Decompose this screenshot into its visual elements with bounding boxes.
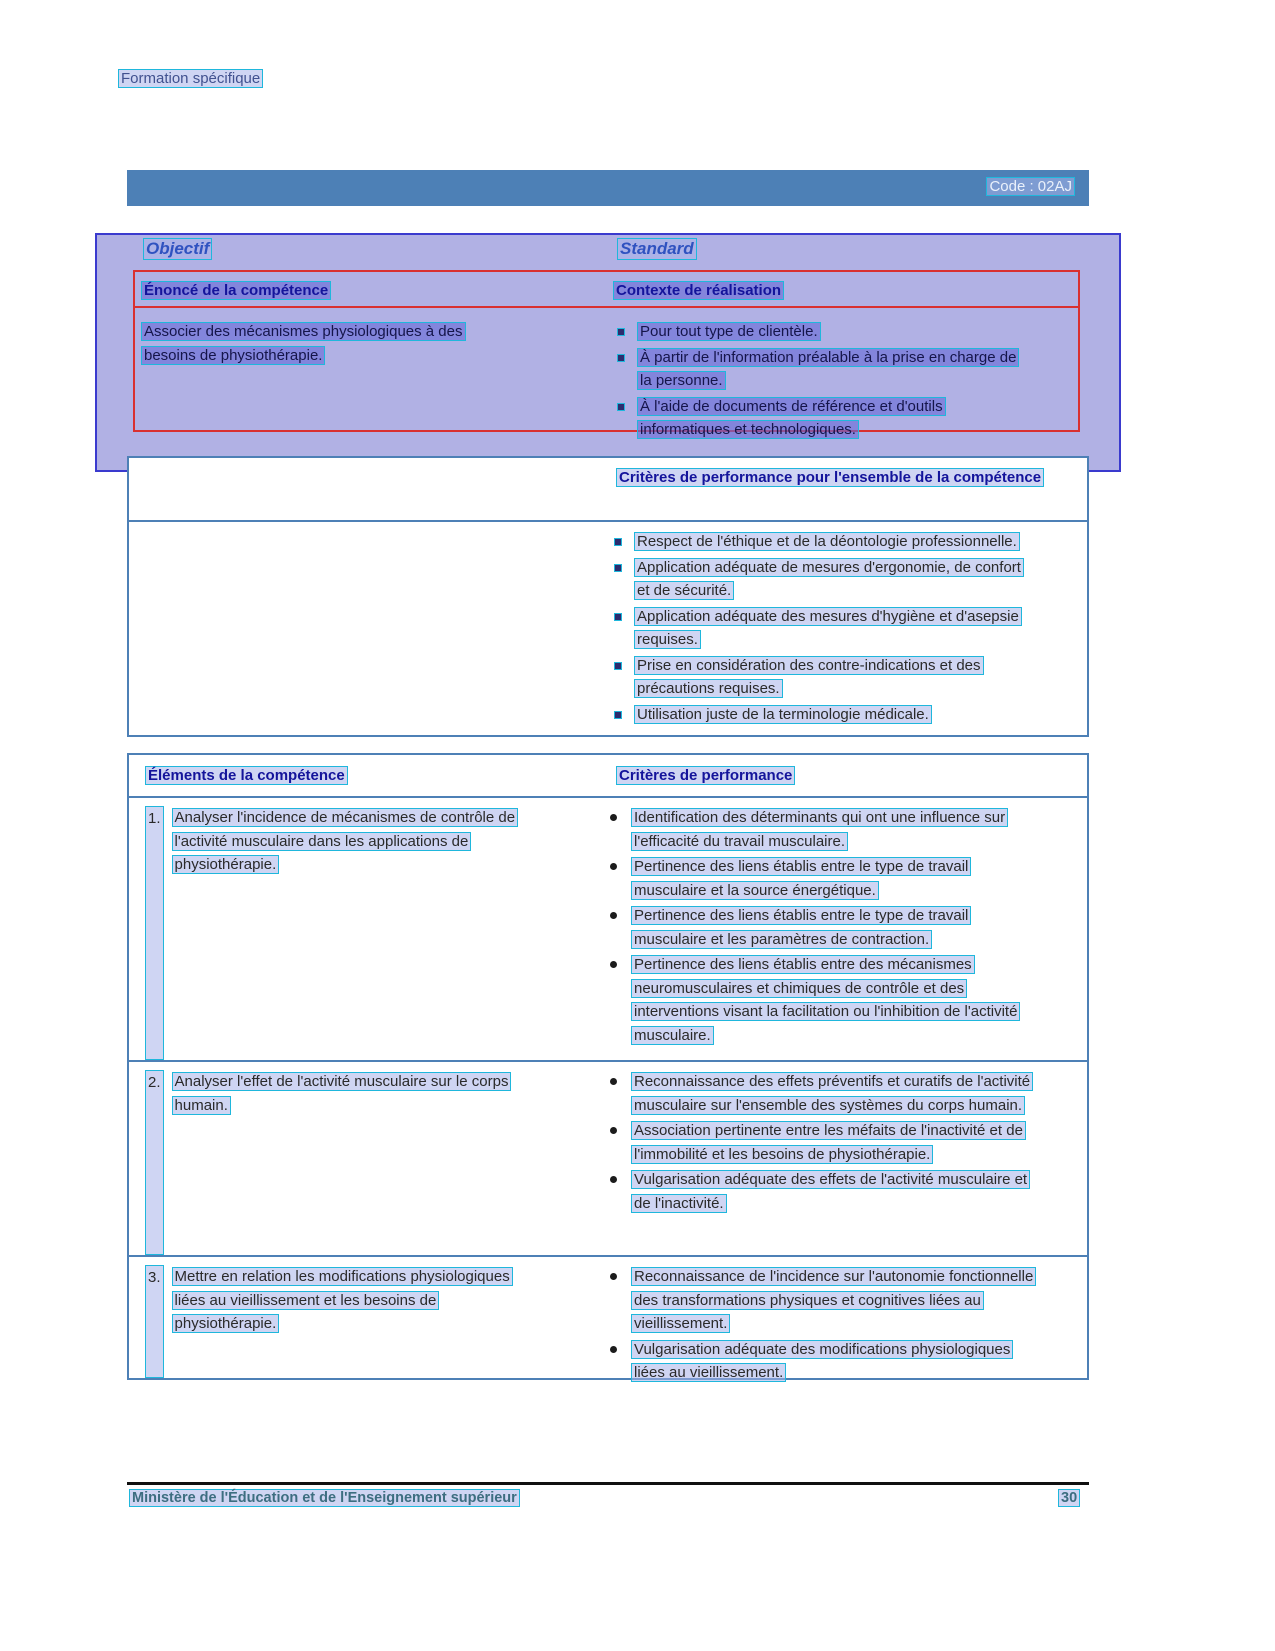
context-item-text-block bbox=[637, 320, 821, 344]
dot-bullet-icon bbox=[610, 863, 617, 870]
criteria-text: Reconnaissance des effets préventifs et curatifs de l'activité musculaire sur l'ensemble des systèmes du corps humain. bbox=[631, 1072, 1033, 1115]
dot-bullet-icon bbox=[610, 1273, 617, 1280]
criteria-text-block bbox=[631, 1168, 1041, 1215]
enonce-table-body-row bbox=[135, 308, 1078, 444]
performance-item-text: Application adéquate des mesures d'hygiène et d'asepsie requises. bbox=[634, 607, 1022, 650]
criteria-list-item bbox=[600, 806, 1063, 853]
enonce-competence-header: Énoncé de la compétence bbox=[141, 281, 331, 300]
criteria-list-item bbox=[600, 953, 1063, 1047]
elements-table-header-row bbox=[129, 755, 1087, 798]
criteres-ensemble-body-row bbox=[129, 522, 1087, 728]
performance-item-text-block bbox=[634, 605, 1034, 652]
criteria-text: Pertinence des liens établis entre des mécanismes neuromusculaires et chimiques de contrôle et des interventions visant la facilitation ou l'inhibition de l'activité musculaire. bbox=[631, 955, 1020, 1045]
element-row-3 bbox=[129, 1257, 1087, 1381]
footer-ministry-text: Ministère de l'Éducation et de l'Enseignement supérieur bbox=[129, 1489, 520, 1507]
performance-item-text-block bbox=[634, 654, 1034, 701]
criteres-ensemble-header-block bbox=[616, 466, 1046, 489]
square-bullet-icon bbox=[614, 538, 622, 546]
square-bullet-icon bbox=[614, 564, 622, 572]
dot-bullet-icon bbox=[610, 814, 617, 821]
criteria-text: Vulgarisation adéquate des effets de l'activité musculaire et de l'inactivité. bbox=[631, 1170, 1030, 1213]
criteria-text: Pertinence des liens établis entre le type de travail musculaire et la source énergétique. bbox=[631, 857, 971, 900]
dot-bullet-icon bbox=[610, 1176, 617, 1183]
criteria-text: Association pertinente entre les méfaits de l'inactivité et de l'immobilité et les besoins de physiothérapie. bbox=[631, 1121, 1026, 1164]
element-text: Analyser l'effet de l'activité musculaire sur le corps humain. bbox=[172, 1072, 512, 1115]
context-list-item bbox=[613, 346, 1066, 393]
criteria-text-block bbox=[631, 1265, 1041, 1336]
criteria-text-block bbox=[631, 855, 1041, 902]
square-bullet-icon bbox=[614, 711, 622, 719]
criteria-list-item bbox=[600, 1265, 1063, 1336]
competence-statement: Associer des mécanismes physiologiques à des besoins de physiothérapie. bbox=[141, 322, 466, 365]
criteria-text-block bbox=[631, 1119, 1041, 1166]
square-bullet-icon bbox=[614, 613, 622, 621]
square-bullet-icon bbox=[617, 403, 625, 411]
code-header-bar bbox=[127, 170, 1089, 206]
performance-list-item bbox=[600, 556, 1061, 603]
criteria-text: Pertinence des liens établis entre le type de travail musculaire et les paramètres de contraction. bbox=[631, 906, 971, 949]
square-bullet-icon bbox=[614, 662, 622, 670]
element-text: Analyser l'incidence de mécanismes de contrôle de l'activité musculaire dans les applications de physiothérapie. bbox=[172, 808, 519, 874]
performance-list-item bbox=[600, 654, 1061, 701]
footer-rule bbox=[127, 1482, 1089, 1485]
element-text-block bbox=[172, 1265, 517, 1378]
element-row-2 bbox=[129, 1062, 1087, 1257]
contexte-realisation-header: Contexte de réalisation bbox=[613, 281, 784, 300]
dot-bullet-icon bbox=[610, 1078, 617, 1085]
performance-item-text-block bbox=[634, 530, 1020, 554]
criteria-text-block bbox=[631, 1338, 1041, 1385]
performance-item-text: Application adéquate de mesures d'ergonomie, de confort et de sécurité. bbox=[634, 558, 1024, 601]
performance-item-text: Respect de l'éthique et de la déontologie professionnelle. bbox=[634, 532, 1020, 551]
empty-left-column bbox=[129, 530, 600, 728]
criteria-text: Vulgarisation adéquate des modifications physiologiques liées au vieillissement. bbox=[631, 1340, 1013, 1383]
criteria-list-item bbox=[600, 855, 1063, 902]
element-text: Mettre en relation les modifications physiologiques liées au vieillissement et les besoins de physiothérapie. bbox=[172, 1267, 513, 1333]
objectif-heading: Objectif bbox=[143, 238, 212, 260]
objectif-standard-section bbox=[95, 233, 1121, 472]
context-item-text-block bbox=[637, 395, 1029, 442]
dot-bullet-icon bbox=[610, 912, 617, 919]
element-text-block bbox=[172, 1070, 517, 1255]
criteria-list-item bbox=[600, 1338, 1063, 1385]
criteria-text-block bbox=[631, 1070, 1041, 1117]
footer-page-number: 30 bbox=[1058, 1489, 1080, 1507]
dot-bullet-icon bbox=[610, 961, 617, 968]
performance-list-item bbox=[600, 530, 1061, 554]
dot-bullet-icon bbox=[610, 1346, 617, 1353]
dot-bullet-icon bbox=[610, 1127, 617, 1134]
performance-list-item bbox=[600, 703, 1061, 727]
criteria-text-block bbox=[631, 953, 1041, 1047]
criteria-text: Reconnaissance de l'incidence sur l'autonomie fonctionnelle des transformations physiques et cognitives liées au vieillissement. bbox=[631, 1267, 1036, 1333]
element-row-1 bbox=[129, 798, 1087, 1062]
performance-item-text: Utilisation juste de la terminologie médicale. bbox=[634, 705, 932, 724]
performance-list-item bbox=[600, 605, 1061, 652]
criteres-ensemble-header: Critères de performance pour l'ensemble de la compétence bbox=[616, 468, 1044, 487]
criteria-text-block bbox=[631, 806, 1041, 853]
standard-heading: Standard bbox=[617, 238, 697, 260]
square-bullet-icon bbox=[617, 354, 625, 362]
formation-specifique-label: Formation spécifique bbox=[118, 69, 263, 88]
criteres-ensemble-header-row bbox=[129, 458, 1087, 522]
element-number: 3. bbox=[145, 1265, 164, 1378]
performance-item-text-block bbox=[634, 703, 932, 727]
element-number: 2. bbox=[145, 1070, 164, 1255]
empty-left-column bbox=[129, 458, 600, 520]
context-item-text: À partir de l'information préalable à la prise en charge de la personne. bbox=[637, 348, 1019, 391]
element-number: 1. bbox=[145, 806, 164, 1060]
code-label: Code : 02AJ bbox=[986, 177, 1075, 196]
criteria-list-item bbox=[600, 1168, 1063, 1215]
square-bullet-icon bbox=[617, 328, 625, 336]
criteria-list-item bbox=[600, 1070, 1063, 1117]
criteria-text: Identification des déterminants qui ont une influence sur l'efficacité du travail musculaire. bbox=[631, 808, 1008, 851]
criteria-list-item bbox=[600, 1119, 1063, 1166]
context-item-text-block bbox=[637, 346, 1029, 393]
criteres-ensemble-table bbox=[127, 456, 1089, 737]
enonce-table-header-row bbox=[135, 272, 1078, 308]
elements-criteres-table bbox=[127, 753, 1089, 1380]
performance-item-text: Prise en considération des contre-indications et des précautions requises. bbox=[634, 656, 984, 699]
context-list-item bbox=[613, 395, 1066, 442]
element-text-block bbox=[172, 806, 517, 1060]
context-list-item bbox=[613, 320, 1066, 344]
elements-competence-header: Éléments de la compétence bbox=[145, 766, 348, 785]
criteria-text-block bbox=[631, 904, 1041, 951]
enonce-contexte-table bbox=[133, 270, 1080, 438]
context-item-text: À l'aide de documents de référence et d'outils informatiques et technologiques. bbox=[637, 397, 946, 440]
criteria-list-item bbox=[600, 904, 1063, 951]
competence-statement-block bbox=[141, 320, 493, 367]
criteres-performance-header: Critères de performance bbox=[616, 766, 795, 785]
performance-item-text-block bbox=[634, 556, 1034, 603]
context-item-text: Pour tout type de clientèle. bbox=[637, 322, 821, 341]
